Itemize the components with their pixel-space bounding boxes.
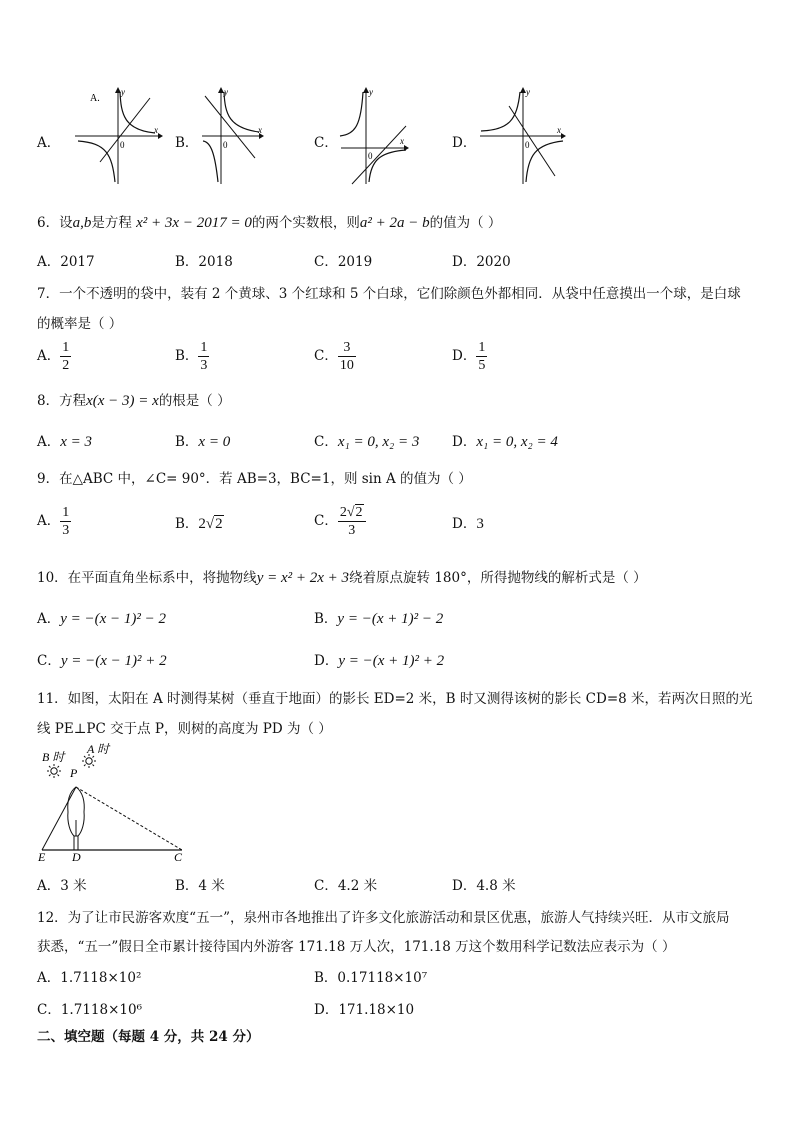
fig-point-p-label: P — [70, 766, 78, 780]
q7-option-a: A． $\frac{1}{2}$ — [37, 340, 70, 373]
axis-y-label: y — [526, 87, 530, 97]
question-7-line-1: 7．一个不透明的袋中，装有 2 个黄球、3 个红球和 5 个白球，它们除颜色外都相同．从袋中任意摸出一个球，是白球 — [37, 286, 741, 302]
question-11-line-2: 线 PE⊥PC 交于点 P，则树的高度为 PD 为（ ） — [37, 721, 332, 737]
q6-option-c: C．2019 — [314, 254, 373, 270]
q12-option-a: A．1.7118×10² — [37, 970, 142, 986]
q12-option-b: B．0.17118×10⁷ — [314, 970, 428, 986]
question-12-line-2: 获悉，“五一”假日全市累计接待国内外游客 171.18 万人次，171.18 万这个数用科学记数法应表示为（ ） — [37, 939, 676, 955]
q7-option-d: D． $\frac{1}{5}$ — [452, 340, 486, 373]
question-10-stem: 10．在平面直角坐标系中，将抛物线y = x² + 2x + 3绕着原点旋转 180°，所得抛物线的解析式是（ ） — [37, 570, 647, 586]
q5-option-c-label: C． — [314, 135, 338, 151]
axis-y-label: y — [121, 87, 125, 97]
axis-x-label: x — [258, 125, 262, 135]
q9-option-c: C． $\frac{2√2}{3}$ — [314, 504, 366, 539]
q5-option-a-label: A． — [37, 135, 61, 151]
axis-y-label: y — [224, 87, 228, 97]
fig-point-d-label: D — [72, 850, 81, 864]
q6-expression: a² + 2a − b — [359, 215, 430, 231]
q7-option-b: B． $\frac{1}{3}$ — [175, 340, 208, 373]
q6-equation: x² + 3x − 2017 = 0 — [136, 215, 252, 231]
sun-a-icon — [82, 754, 96, 768]
graph-a-inner-label: A. — [90, 93, 100, 104]
q5-graph-b — [197, 84, 292, 188]
axis-y-label: y — [369, 87, 373, 97]
question-8-stem: 8．方程x(x − 3) = x的根是（ ） — [37, 393, 231, 409]
q7-option-c: C． $\frac{3}{10}$ — [314, 340, 354, 373]
sun-b-icon — [47, 764, 61, 778]
origin-label: 0 — [223, 140, 228, 150]
section-2-title: 二、填空题（每题 4 分，共 24 分） — [37, 1029, 260, 1045]
axis-x-label: x — [557, 125, 561, 135]
question-12-line-1: 12．为了让市民游客欢度“五一”，泉州市各地推出了许多文化旅游活动和景区优惠，旅游人气持续兴旺．从市文旅局 — [37, 910, 730, 926]
q11-option-c: C．4.2 米 — [314, 878, 378, 894]
question-11-line-1: 11．如图，太阳在 A 时测得某树（垂直于地面）的影长 ED=2 米，B 时又测得该树的影长 CD=8 米，若两次日照的光 — [37, 691, 753, 707]
q10-option-c: C．y = −(x − 1)² + 2 — [37, 653, 167, 669]
axis-x-label: x — [154, 125, 158, 135]
fig-a-time-label: A 时 — [87, 742, 110, 756]
q6-option-b: B．2018 — [175, 254, 233, 270]
q11-option-b: B．4 米 — [175, 878, 225, 894]
q5-graph-c — [336, 84, 431, 188]
q8-option-b: B．x = 0 — [175, 434, 231, 450]
q9-option-b: B．2√2 — [175, 516, 223, 532]
q9-option-a: A． $\frac{1}{3}$ — [37, 505, 70, 538]
q10-option-a: A．y = −(x − 1)² − 2 — [37, 611, 167, 627]
q8-option-d: D．x₁ = 0, x₂ = 4 — [452, 434, 558, 450]
origin-label: 0 — [525, 140, 530, 150]
q12-option-c: C．1.7118×10⁶ — [37, 1002, 142, 1018]
tree-icon — [68, 787, 84, 850]
q5-option-d-label: D． — [452, 135, 477, 151]
fig-b-time-label: B 时 — [42, 750, 65, 764]
q6-option-d: D．2020 — [452, 254, 511, 270]
q8-equation: x(x − 3) = x — [86, 393, 159, 409]
q5-graph-a — [70, 84, 165, 188]
q8-option-c: C．x₁ = 0, x₂ = 3 — [314, 434, 420, 450]
q5-option-b-label: B． — [175, 135, 199, 151]
question-7-line-2: 的概率是（ ） — [37, 316, 123, 332]
origin-label: 0 — [120, 140, 125, 150]
q8-option-a: A．x = 3 — [37, 434, 93, 450]
fig-point-e-label: E — [38, 850, 46, 864]
q11-option-a: A．3 米 — [37, 878, 87, 894]
q9-option-d: D．3 — [452, 516, 484, 532]
axis-x-label: x — [400, 136, 404, 146]
q10-equation: y = x² + 2x + 3 — [256, 570, 350, 586]
q11-figure — [34, 740, 194, 865]
q6-option-a: A．2017 — [37, 254, 95, 270]
q12-option-d: D．171.18×10 — [314, 1002, 415, 1018]
origin-label: 0 — [368, 151, 373, 161]
fig-point-c-label: C — [174, 850, 183, 864]
q11-option-d: D．4.8 米 — [452, 878, 516, 894]
q10-option-b: B．y = −(x + 1)² − 2 — [314, 611, 444, 627]
question-6-stem: 6．设a,b是方程 x² + 3x − 2017 = 0的两个实数根，则a² + 2a − b的值为（ ） — [37, 215, 502, 231]
q5-graph-d — [475, 84, 570, 188]
q10-option-d: D．y = −(x + 1)² + 2 — [314, 653, 445, 669]
question-9-stem: 9．在△ABC 中，∠C= 90°．若 AB=3，BC=1，则 sin A 的值为（ ） — [37, 471, 472, 487]
